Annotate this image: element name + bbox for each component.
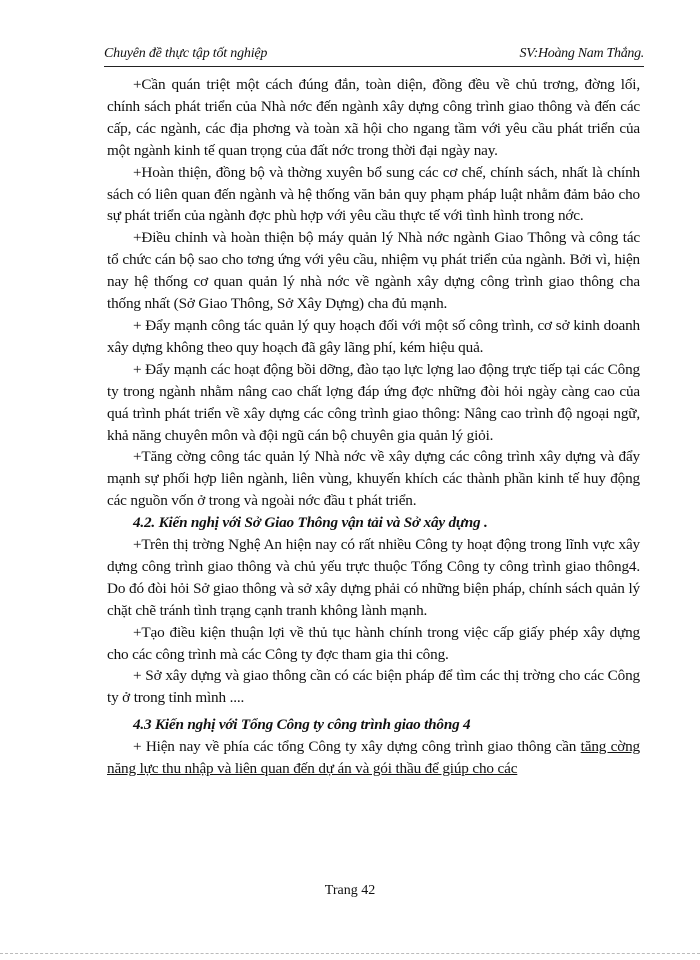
paragraph: +Điều chỉnh và hoàn thiện bộ máy quản lý Nhà nớc ngành Giao Thông và công tác tổ chức cán bộ sao cho tơng ứng với yêu cầu, nhiệm vụ phát triển của ngành. Bởi vì, hiện nay hệ thống cơ quan quản lý nhà nớc về ngành xây dựng công trình giao thông cha thống nhất (Sở Giao Thông, Sở Xây Dựng) cha đủ mạnh.	[107, 229, 640, 313]
header-author: SV:Hoàng Nam Thắng.	[519, 46, 644, 61]
header-document-title: Chuyên đề thực tập tốt nghiệp	[104, 46, 268, 61]
section-heading-4-3: 4.3 Kiến nghị với Tổng Công ty công trình giao thông 4	[133, 716, 471, 734]
paragraph: +Hoàn thiện, đồng bộ và thờng xuyên bổ sung các cơ chế, chính sách, nhất là chính sách có liên quan đến ngành và hệ thống văn bản quy phạm pháp luật nhằm đảm bảo cho sự phát triển của ngành đợc phù hợp với yêu cầu thực tế với tình hình trong nớc.	[107, 163, 640, 225]
page-content	[107, 74, 640, 780]
page-bottom-divider	[0, 953, 700, 954]
paragraph: + Đẩy mạnh công tác quản lý quy hoạch đối với một số công trình, cơ sở kinh doanh xây dựng không theo quy hoạch đã gây lãng phí, kém hiệu quả.	[107, 316, 640, 356]
paragraph: +Tạo điều kiện thuận lợi về thủ tục hành chính trong việc cấp giấy phép xây dựng cho các công trình mà các Công ty đợc tham gia thi công.	[107, 623, 640, 663]
paragraph: +Cần quán triệt một cách đúng đắn, toàn diện, đồng đều về chủ trơng, đờng lối, chính sách phát triển của Nhà nớc đến ngành xây dựng công trình giao thông và đến các cấp, các ngành, các địa phơng và toàn xã hội cho ngang tầm với yêu cầu phát triển của một ngành kinh tế quan trọng của đất nớc trong thời đại ngày nay.	[107, 76, 640, 159]
paragraph-text: + Hiện nay về phía các tổng Công ty xây dựng công trình giao thông cần	[133, 738, 577, 756]
section-heading-4-2: 4.2. Kiến nghị với Sở Giao Thông vận tải và Sở xây dựng .	[133, 514, 488, 532]
underlined-text: tăng cờng năng lực thu nhập và liên quan đến dự án và gói thầu để giúp cho các	[107, 738, 640, 778]
paragraph: +Tăng cờng công tác quản lý Nhà nớc về xây dựng các công trình xây dựng và đẩy mạnh sự phối hợp liên ngành, liên vùng, khuyến khích các thành phần kinh tế huy động các nguồn vốn ở trong và ngoài nớc đầu t phát triển.	[107, 448, 640, 510]
paragraph: + Đẩy mạnh các hoạt động bồi dỡng, đào tạo lực lợng lao động trực tiếp tại các Công ty trong ngành nhằm nâng cao chất lợng đáp ứng đợc những đòi hỏi ngày càng cao của quá trình phát triển về xây dựng các công trình giao thông: Nâng cao trình độ ngoại ngữ, khả năng chuyên môn và đội ngũ cán bộ chuyên gia quản lý giỏi.	[107, 360, 640, 444]
paragraph	[107, 736, 640, 780]
page-number: Trang 42	[324, 883, 376, 898]
paragraph: +Trên thị trờng Nghệ An hiện nay có rất nhiều Công ty hoạt động trong lĩnh vực xây dựng công trình giao thông và chủ yếu trực thuộc Tổng Công ty công trình giao thông4. Do đó đòi hỏi Sở giao thông và sở xây dựng phải có những biện pháp, chính sách quản lý chặt chẽ tránh tình trạng cạnh tranh không lành mạnh.	[107, 536, 640, 619]
page-header	[104, 44, 644, 67]
paragraph: + Sở xây dựng và giao thông cần có các biện pháp để tìm các thị trờng cho các Công ty ở trong tỉnh mình ....	[107, 667, 640, 707]
